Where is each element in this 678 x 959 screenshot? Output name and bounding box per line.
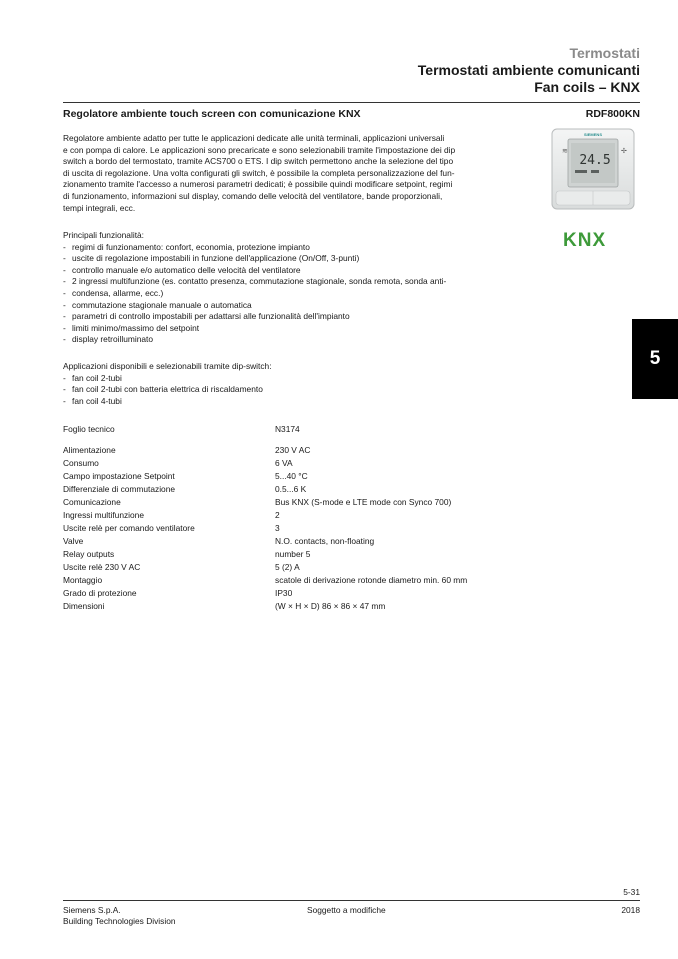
knx-logo-text: KNX <box>563 230 607 250</box>
spec-key: Ingressi multifunzione <box>63 510 144 520</box>
features <box>63 230 488 346</box>
features-list <box>63 242 488 346</box>
spec-key: Comunicazione <box>63 497 121 507</box>
list-item: - uscite di regolazione impostabili in funzione dell'applicazione (On/Off, 3-punti) <box>63 253 488 265</box>
description-line: di funzionamento, informazioni sul display, comando delle velocità del ventilatore, bande proporzionali, <box>63 190 443 201</box>
footer-division: Building Technologies Division <box>63 916 176 926</box>
spec-value: 230 V AC <box>275 445 311 455</box>
spec-key: Montaggio <box>63 575 103 585</box>
table-row <box>63 601 543 613</box>
header-title-line1: Termostati ambiente comunicanti <box>417 62 640 78</box>
table-row <box>63 424 543 436</box>
device-brand: SIEMENS <box>583 132 603 137</box>
list-item: - 2 ingressi multifunzione (es. contatto presenza, commutazione stagionale, sonda remota, sonda anti- <box>63 276 488 288</box>
spec-value: 6 VA <box>275 458 293 468</box>
list-item: - regimi di funzionamento: confort, economia, protezione impianto <box>63 242 488 254</box>
chapter-tab: 5 <box>632 319 678 399</box>
list-item: - fan coil 2-tubi con batteria elettrica di riscaldamento <box>63 384 488 396</box>
spec-key: Dimensioni <box>63 601 105 611</box>
footer-company: Siemens S.p.A. <box>63 905 121 915</box>
spec-value: 5 (2) A <box>275 562 300 572</box>
spec-key: Consumo <box>63 458 99 468</box>
table-row <box>63 497 543 509</box>
spec-value: scatole di derivazione rotonde diametro min. 60 mm <box>275 575 468 585</box>
list-item: - fan coil 4-tubi <box>63 396 488 408</box>
spec-value: number 5 <box>275 549 311 559</box>
knx-logo-icon <box>562 228 616 250</box>
header-category: Termostati <box>569 45 640 61</box>
spec-value: N.O. contacts, non-floating <box>275 536 375 546</box>
table-row <box>63 523 543 535</box>
list-item-continuation: - condensa, allarme, ecc.) <box>63 288 488 300</box>
description-line: di uscita di regolazione. Una volta configurati gli switch, è possibile la completa personalizzazione del fun- <box>63 167 455 178</box>
spec-key: Uscite relè per comando ventilatore <box>63 523 195 533</box>
table-row <box>63 484 543 496</box>
list-item: - display retroilluminato <box>63 334 488 346</box>
device-display-value: 24.5 <box>579 153 611 168</box>
spec-value: 3 <box>275 523 280 533</box>
spec-key: Differenziale di commutazione <box>63 484 176 494</box>
spec-key: Grado di protezione <box>63 588 137 598</box>
page-number: 5-31 <box>623 887 640 897</box>
footer-year: 2018 <box>621 905 640 915</box>
spec-key: Foglio tecnico <box>63 424 115 434</box>
spec-key: Campo impostazione Setpoint <box>63 471 175 481</box>
table-row <box>63 445 543 457</box>
table-row <box>63 536 543 548</box>
spec-value: (W × H × D) 86 × 86 × 47 mm <box>275 601 386 611</box>
list-item: - controllo manuale e/o automatico delle velocità del ventilatore <box>63 265 488 277</box>
applications-heading: Applicazioni disponibili e selezionabili tramite dip-switch: <box>63 361 272 371</box>
description-line: switch a bordo del termostato, tramite ACS700 o ETS. I dip switch permettono anche la selezione del tipo <box>63 156 454 167</box>
list-item: - fan coil 2-tubi <box>63 373 488 385</box>
features-heading: Principali funzionalità: <box>63 230 145 240</box>
table-row <box>63 575 543 587</box>
spec-value: N3174 <box>275 424 300 434</box>
table-row <box>63 510 543 522</box>
spec-key: Alimentazione <box>63 445 116 455</box>
spec-value: IP30 <box>275 588 293 598</box>
description-line: zionamento tramite l'accesso a numerosi parametri dedicati; è possibile quindi modificare setpoint, regimi <box>63 179 453 190</box>
spec-key: Valve <box>63 536 84 546</box>
spec-key: Relay outputs <box>63 549 115 559</box>
description <box>63 133 488 214</box>
header-rule <box>63 102 640 103</box>
spec-value: 2 <box>275 510 280 520</box>
table-row <box>63 471 543 483</box>
spec-key: Uscite relè 230 V AC <box>63 562 141 572</box>
list-item: - commutazione stagionale manuale o automatica <box>63 300 488 312</box>
description-line: Regolatore ambiente adatto per tutte le applicazioni dedicate alle unità terminali, applicazioni universali <box>63 133 445 143</box>
spec-value: 0.5...6 K <box>275 484 307 494</box>
description-line: tempi integrali, ecc. <box>63 202 136 213</box>
heat-icon: ≋ <box>562 147 568 155</box>
table-row <box>63 458 543 470</box>
footer-notice: Soggetto a modifiche <box>307 905 386 915</box>
list-item: - limiti minimo/massimo del setpoint <box>63 323 488 335</box>
section-title: Regolatore ambiente touch screen con comunicazione KNX <box>63 108 361 120</box>
table-row <box>63 562 543 574</box>
applications <box>63 361 488 407</box>
applications-list <box>63 373 488 408</box>
spec-value: Bus KNX (S-mode e LTE mode con Synco 700) <box>275 497 452 507</box>
description-line: e con pompa di calore. Le applicazioni sono precaricate e sono selezionabili tramite l'impostazione dei dip <box>63 144 456 155</box>
table-row <box>63 588 543 600</box>
footer-rule <box>63 900 640 901</box>
table-row <box>63 549 543 561</box>
list-item: - parametri di controllo impostabili per adattarsi alle funzionalità dell'impianto <box>63 311 488 323</box>
fan-icon: ✢ <box>621 147 627 155</box>
header-title-line2: Fan coils – KNX <box>534 79 640 95</box>
product-code: RDF800KN <box>585 108 640 120</box>
thermostat-device-image <box>551 128 635 210</box>
spec-value: 5...40 °C <box>275 471 308 481</box>
